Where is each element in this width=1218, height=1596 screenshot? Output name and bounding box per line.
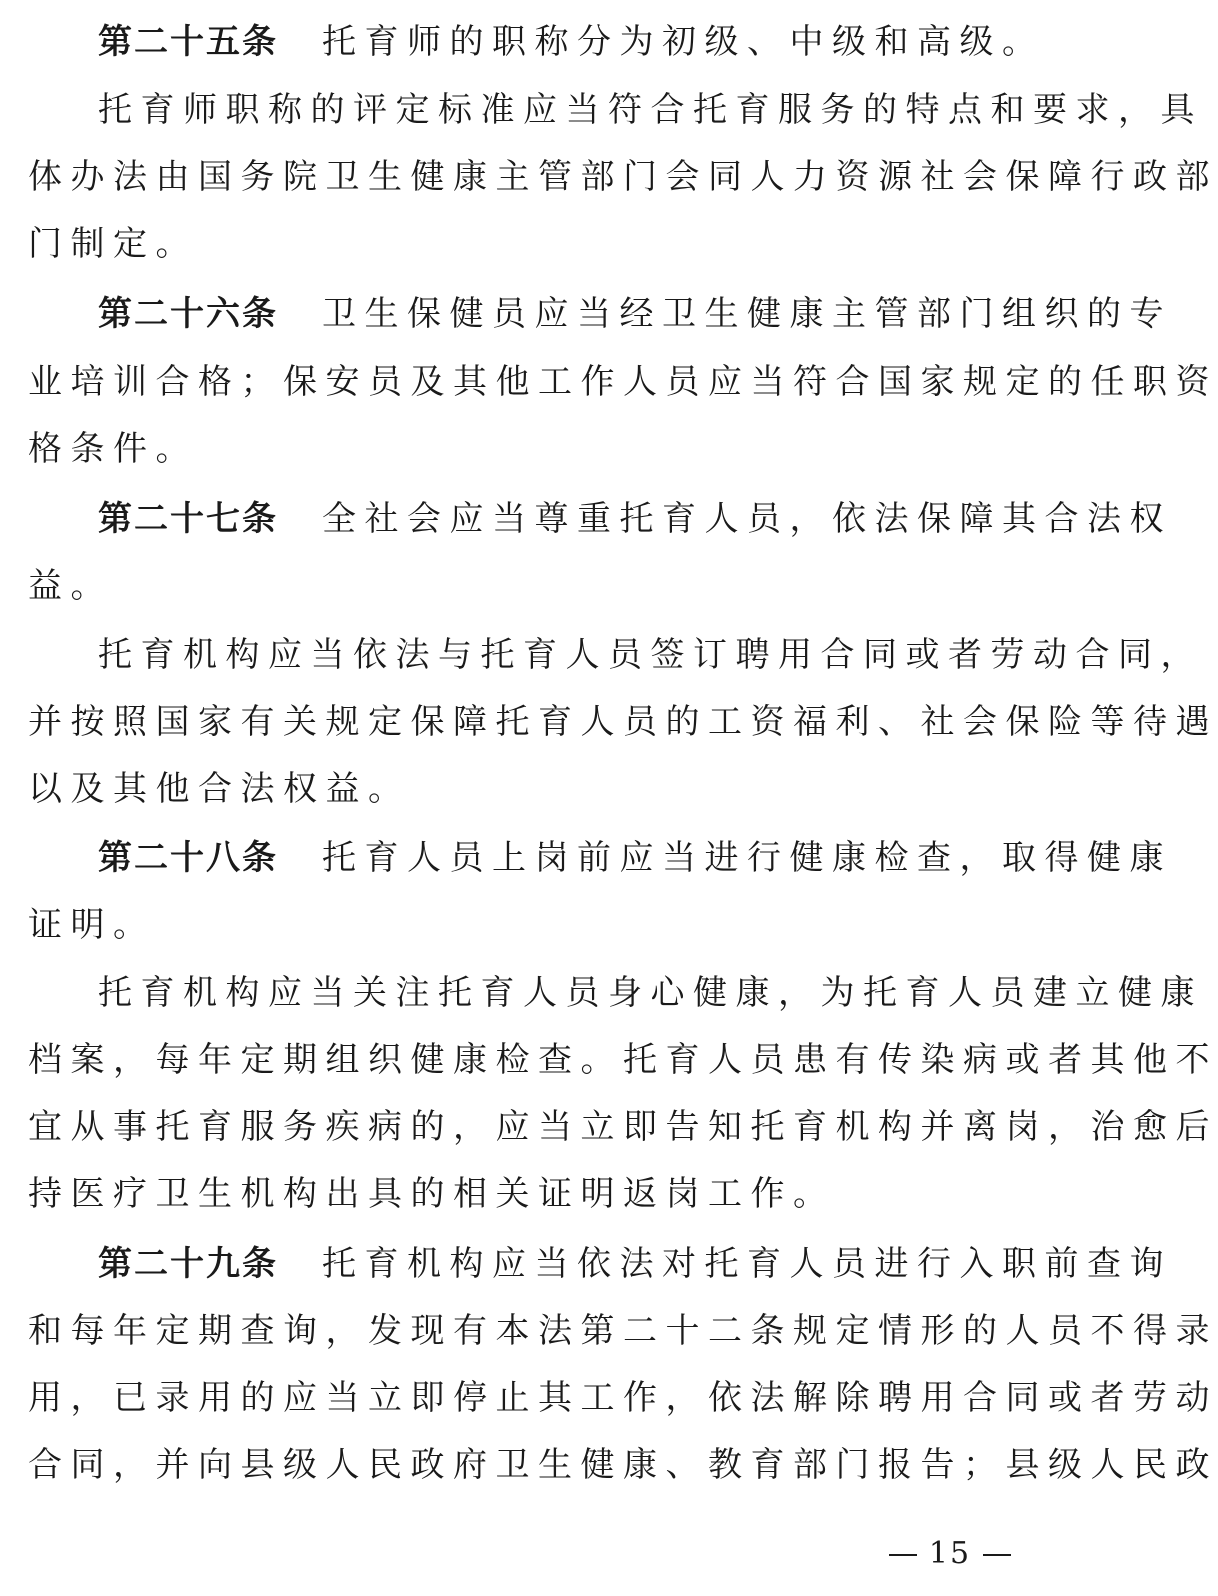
paragraph-line: 以及其他合法权益。 <box>28 769 411 809</box>
paragraph-line: 格条件。 <box>28 429 198 469</box>
paragraph-line: 门制定。 <box>28 224 198 264</box>
paragraph-line: 档案，每年定期组织健康检查。托育人员患有传染病或者其他不 <box>28 1040 1218 1080</box>
article-26-heading-line <box>98 284 1172 344</box>
paragraph-line: 证明。 <box>28 905 156 945</box>
article-27-heading-line <box>98 489 1172 549</box>
paragraph-line: 用，已录用的应当立即停止其工作，依法解除聘用合同或者劳动 <box>28 1378 1218 1418</box>
paragraph-line: 持医疗卫生机构出具的相关证明返岗工作。 <box>28 1174 836 1214</box>
paragraph-line: 托育机构应当关注托育人员身心健康，为托育人员建立健康 <box>98 973 1203 1013</box>
paragraph-line: 并按照国家有关规定保障托育人员的工资福利、社会保险等待遇 <box>28 702 1218 742</box>
article-25-number: 第二十五条 <box>98 22 278 62</box>
paragraph-line: 和每年定期查询，发现有本法第二十二条规定情形的人员不得录 <box>28 1311 1218 1351</box>
paragraph-line: 宜从事托育服务疾病的，应当立即告知托育机构并离岗，治愈后 <box>28 1107 1218 1147</box>
article-26-number: 第二十六条 <box>98 294 278 334</box>
page-number-value: 15 <box>928 1536 972 1571</box>
paragraph-line: 体办法由国务院卫生健康主管部门会同人力资源社会保障行政部 <box>28 157 1218 197</box>
article-25-heading-line <box>98 12 1048 72</box>
page-number <box>870 1532 1030 1576</box>
article-27-text: 全社会应当尊重托育人员，依法保障其合法权 <box>322 499 1172 539</box>
article-28-heading-line <box>98 828 1172 888</box>
paragraph-line: 托育机构应当依法与托育人员签订聘用合同或者劳动合同， <box>98 635 1203 675</box>
paragraph-line: 托育师职称的评定标准应当符合托育服务的特点和要求，具 <box>98 90 1203 130</box>
article-27-number: 第二十七条 <box>98 499 278 539</box>
article-28-text: 托育人员上岗前应当进行健康检查，取得健康 <box>322 838 1172 878</box>
dash-left <box>889 1554 917 1556</box>
dash-right <box>983 1554 1011 1556</box>
paragraph-line: 益。 <box>28 566 113 606</box>
article-28-number: 第二十八条 <box>98 838 278 878</box>
article-25-text: 托育师的职称分为初级、中级和高级。 <box>322 22 1045 62</box>
article-29-text: 托育机构应当依法对托育人员进行入职前查询 <box>322 1244 1172 1284</box>
article-29-number: 第二十九条 <box>98 1244 278 1284</box>
paragraph-line: 业培训合格；保安员及其他工作人员应当符合国家规定的任职资 <box>28 362 1218 402</box>
article-29-heading-line <box>98 1234 1172 1294</box>
paragraph-line: 合同，并向县级人民政府卫生健康、教育部门报告；县级人民政 <box>28 1445 1218 1485</box>
article-26-text: 卫生保健员应当经卫生健康主管部门组织的专 <box>322 294 1172 334</box>
